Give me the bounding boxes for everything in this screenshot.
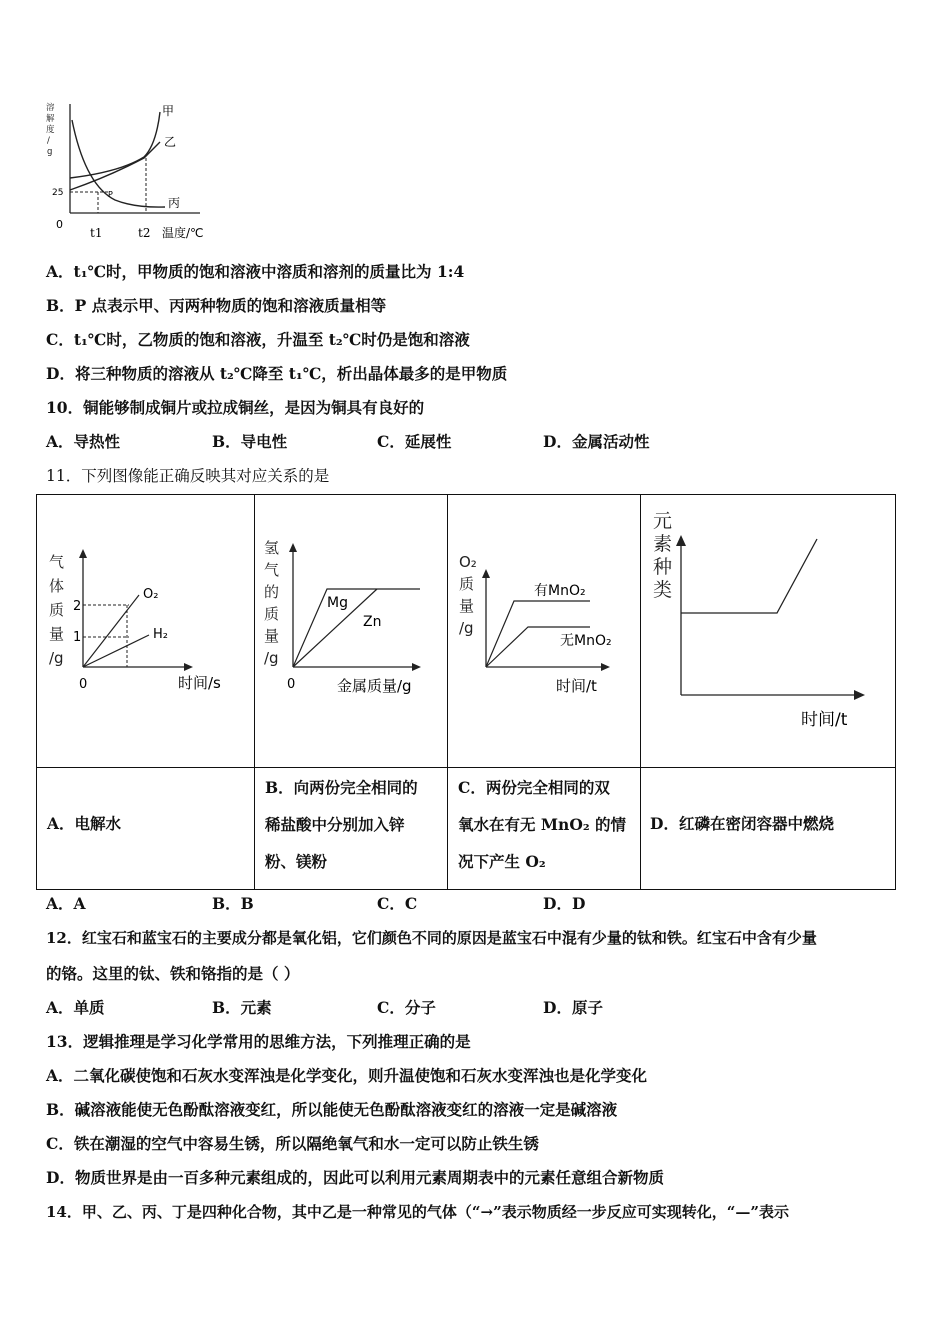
q12-option-b: B．元素 (212, 998, 272, 1017)
q11-stem: 11．下列图像能正确反映其对应关系的是 (46, 467, 330, 485)
graph-a-tick-2: 2 (73, 599, 82, 614)
graph-d-y-arrow (676, 535, 686, 546)
curve-bing (72, 120, 165, 207)
graph-a-ylabel-char: 质 (49, 601, 65, 619)
q10-option-c: C．延展性 (377, 432, 452, 451)
q13-option-a: A．二氧化碳使饱和石灰水变浑浊是化学变化，则升温使饱和石灰水变浑浊也是化学变化 (46, 1066, 648, 1085)
graph-a-tick-1: 1 (73, 630, 82, 645)
x-tick-t2: t2 (138, 226, 151, 240)
q9-option-a: A．t₁℃时，甲物质的饱和溶液中溶质和溶剂的质量比为 1:4 (46, 262, 465, 281)
graph-a-origin: 0 (79, 677, 88, 692)
graph-b-ylabel-char: 量 (264, 627, 280, 645)
graph-a-ylabel-char: 体 (49, 577, 65, 595)
y-tick-25: 25 (52, 188, 64, 198)
graph-b-ylabel-char: 氢 (264, 539, 280, 557)
q9-option-d: D．将三种物质的溶液从 t₂℃降至 t₁℃，析出晶体最多的是甲物质 (46, 364, 508, 383)
graph-c-caption: C．两份完全相同的双 氧水在有无 MnO₂ 的情 况下产生 O₂ (458, 778, 627, 871)
graph-c-y-arrow (482, 569, 490, 578)
graph-a (37, 495, 254, 767)
graph-d-x-arrow (854, 690, 865, 700)
graph-b-mg-line (293, 589, 420, 667)
q10-option-b: B．导电性 (212, 432, 288, 451)
q11-option-c: C．C (377, 894, 418, 913)
chart-ylabel-char: 度 (46, 125, 55, 135)
graph-b-ylabel-char: 质 (264, 605, 280, 623)
graph-c-xlabel: 时间/t (556, 677, 597, 695)
q9-option-b: B．P 点表示甲、丙两种物质的饱和溶液质量相等 (46, 296, 387, 315)
label-bing: 丙 (168, 196, 181, 210)
q12-option-d: D．原子 (543, 998, 603, 1017)
graph-d-ylabel-char: 类 (653, 579, 673, 601)
graph-c-ylabel-char: 量 (459, 597, 475, 615)
graph-a-caption: A．电解水 (47, 814, 122, 833)
graph-b-x-arrow (412, 663, 421, 671)
q12-option-a: A．单质 (46, 998, 105, 1017)
q11-option-a: A．A (46, 894, 86, 913)
graph-d-xlabel: 时间/t (801, 710, 848, 730)
graph-c-ylabel-char: 质 (459, 575, 475, 593)
graph-d-line (681, 539, 817, 613)
origin-0: 0 (56, 218, 63, 231)
graph-c-ylabel-char: O₂ (459, 553, 477, 571)
graph-c (448, 495, 640, 767)
graph-b-label-mg: Mg (327, 595, 348, 611)
graph-d (641, 495, 895, 767)
q11-graph-table (36, 494, 896, 890)
graph-a-ylabel-char: /g (49, 649, 64, 667)
graph-c-ylabel-char: /g (459, 619, 474, 637)
graph-c-x-arrow (601, 663, 610, 671)
q9-option-c: C．t₁℃时，乙物质的饱和溶液，升温至 t₂℃时仍是饱和溶液 (46, 330, 470, 349)
graph-a-label-h2: H₂ (153, 627, 168, 642)
graph-b-origin: 0 (287, 677, 296, 692)
label-jia: 甲 (162, 104, 175, 118)
graph-a-o2-line (83, 595, 139, 667)
q12-stem-line2: 的铬。这里的钛、铁和铬指的是（ ） (46, 964, 300, 983)
x-tick-t1: t1 (90, 226, 103, 240)
graph-a-xlabel: 时间/s (178, 674, 221, 692)
graph-c-label-with: 有MnO₂ (534, 583, 586, 599)
q13-option-d: D．物质世界是由一百多种元素组成的，因此可以利用元素周期表中的元素任意组合新物质 (46, 1168, 664, 1187)
graph-a-h2-line (83, 635, 149, 667)
graph-a-ylabel-char: 量 (49, 625, 65, 643)
x-axis-label: 温度/℃ (162, 226, 204, 240)
q12-option-c: C．分子 (377, 998, 436, 1017)
q13-stem: 13．逻辑推理是学习化学常用的思维方法，下列推理正确的是 (46, 1032, 471, 1051)
q11-option-d: D．D (543, 894, 586, 913)
graph-b (255, 495, 447, 767)
graph-d-ylabel-char: 种 (653, 556, 673, 578)
solubility-chart (40, 100, 240, 245)
chart-ylabel-char: 溶 (46, 103, 55, 113)
graph-b-label-zn: Zn (363, 614, 382, 630)
graph-b-xlabel: 金属质量/g (337, 677, 412, 695)
chart-ylabel-char: g (47, 147, 53, 157)
label-yi: 乙 (164, 135, 177, 149)
point-p: P (108, 190, 113, 199)
graph-a-x-arrow (184, 663, 193, 671)
q11-option-b: B．B (212, 894, 254, 913)
graph-b-caption: B．向两份完全相同的 稀盐酸中分别加入锌 粉、镁粉 (265, 778, 418, 871)
q10-option-a: A．导热性 (46, 432, 121, 451)
q10-stem: 10．铜能够制成铜片或拉成铜丝，是因为铜具有良好的 (46, 398, 425, 417)
graph-c-label-without: 无MnO₂ (560, 633, 612, 649)
chart-ylabel-char: 解 (46, 114, 55, 124)
graph-d-ylabel-char: 元 (653, 510, 673, 532)
graph-a-y-arrow (79, 549, 87, 558)
q13-option-b: B．碱溶液能使无色酚酞溶液变红，所以能使无色酚酞溶液变红的溶液一定是碱溶液 (46, 1100, 618, 1119)
graph-a-ylabel-char: 气 (49, 553, 65, 571)
graph-a-label-o2: O₂ (143, 587, 159, 602)
chart-ylabel-char: / (47, 136, 50, 146)
q13-option-c: C．铁在潮湿的空气中容易生锈，所以隔绝氧气和水一定可以防止铁生锈 (46, 1134, 539, 1153)
graph-b-ylabel-char: /g (264, 649, 279, 667)
q12-stem-line1: 12．红宝石和蓝宝石的主要成分都是氧化铝，它们颜色不同的原因是蓝宝石中混有少量的钛和铁。红宝石中含有少量 (46, 929, 817, 947)
graph-b-y-arrow (289, 543, 297, 552)
q10-option-d: D．金属活动性 (543, 432, 650, 451)
graph-b-ylabel-char: 气 (264, 561, 280, 579)
graph-d-caption: D．红磷在密闭容器中燃烧 (650, 814, 834, 833)
graph-b-ylabel-char: 的 (264, 583, 280, 601)
q14-stem: 14．甲、乙、丙、丁是四种化合物，其中乙是一种常见的气体（“→”表示物质经一步反应可实现转化，“—”表示 (46, 1203, 789, 1221)
graph-d-ylabel-char: 素 (653, 533, 673, 555)
